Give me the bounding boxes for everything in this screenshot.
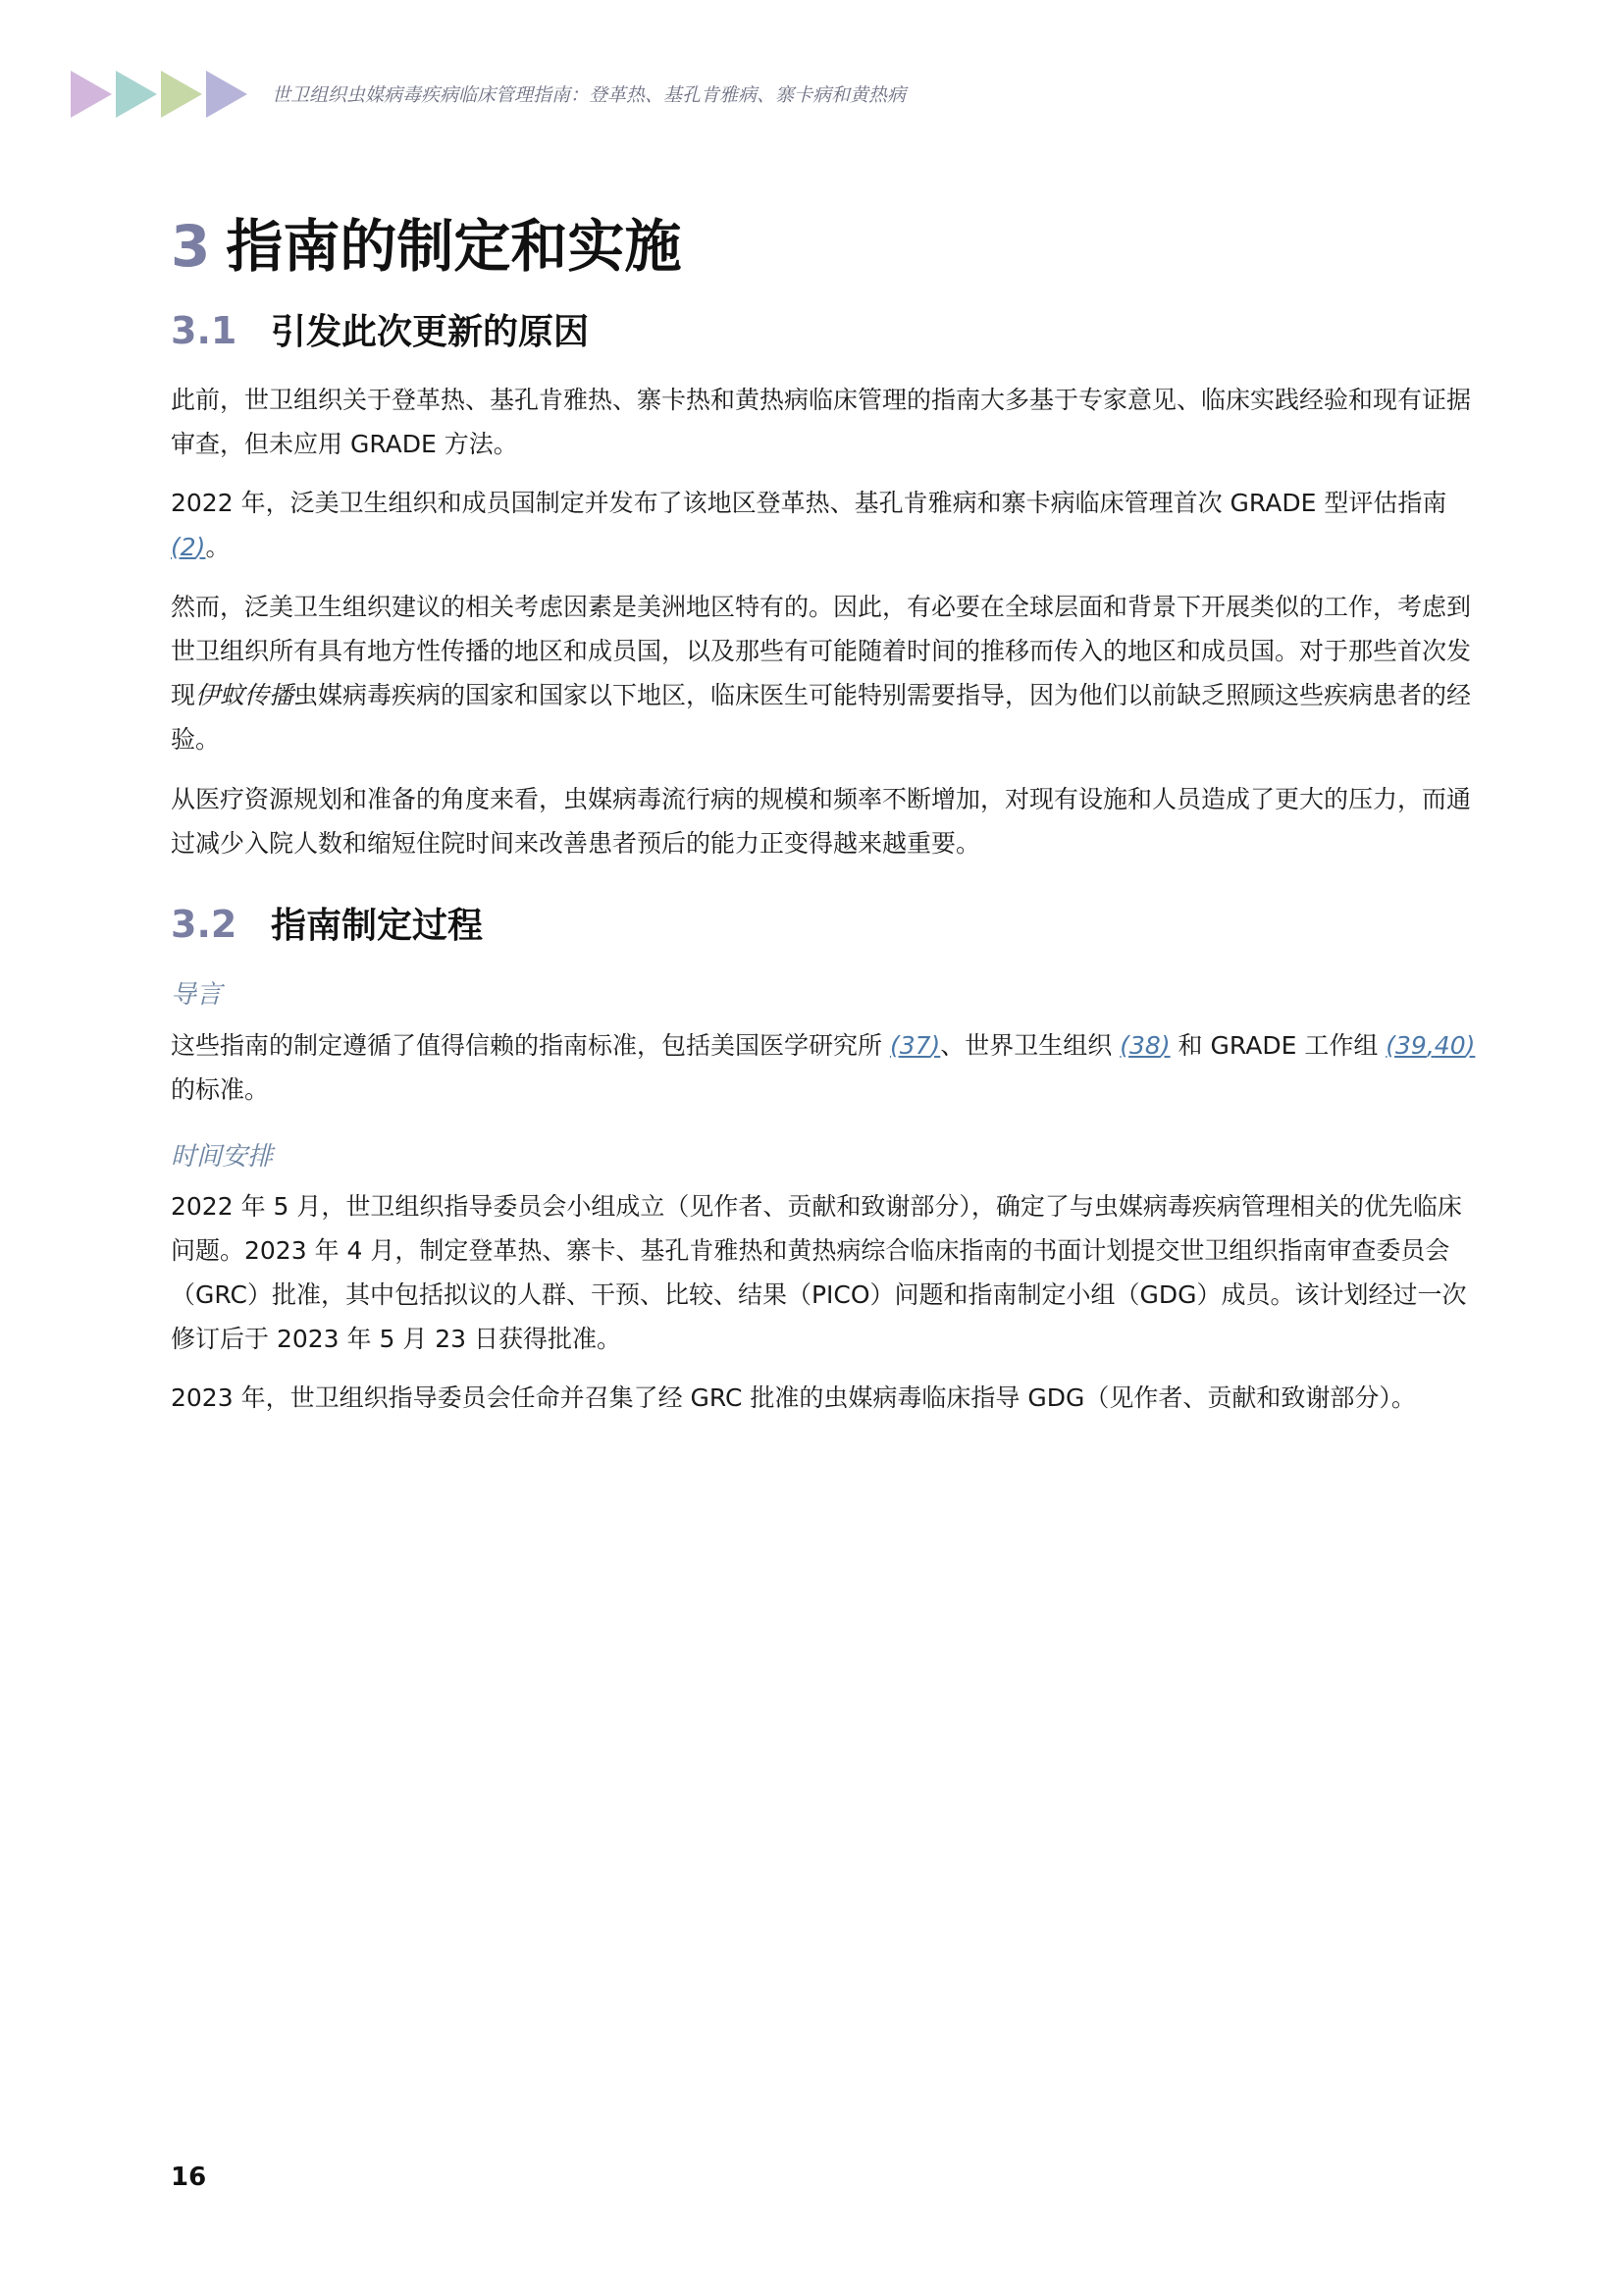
intro-heading: 导言 — [171, 980, 223, 1010]
subsection-heading-3-1 — [171, 304, 589, 354]
page-header — [71, 67, 1601, 120]
paragraph-text: 然而，泛美卫生组织建议的相关考虑因素是美洲地区特有的。因此，有必要在全球层面和背景下开展类似的工作，考虑到世卫组织所有具有地方性传播的地区和成员国，以及那些有可能随着时间的推移而传入的地区和成员国。对于那些首次发现 — [171, 593, 1472, 709]
subsection-title: 引发此次更新的原因 — [271, 312, 590, 352]
reference-link[interactable]: 39 — [1395, 1031, 1427, 1060]
paragraph: 从医疗资源规划和准备的角度来看，虫媒病毒流行病的规模和频率不断增加，对现有设施和人员造成了更大的压力，而通过减少入院人数和缩短住院时间来改善患者预后的能力正变得越来越重要。 — [171, 785, 1472, 858]
timeline-heading: 时间安排 — [171, 1142, 274, 1172]
paragraph: 2023 年，世卫组织指导委员会任命并召集了经 GRC 批准的虫媒病毒临床指导 GDG（见作者、贡献和致谢部分）。 — [171, 1383, 1416, 1412]
arrow-icon — [116, 71, 157, 118]
paragraph: 这些指南的制定遵循了值得信赖的指南标准，包括美国医学研究所 (37)、世界卫生组织 (38) 和 GRADE 工作组 (39,40) 的标准。 — [171, 1031, 1476, 1104]
page-number: 16 — [171, 2163, 207, 2192]
header-arrows — [71, 67, 253, 120]
subsection-heading-3-2 — [171, 898, 483, 948]
paragraph-text: 。 — [205, 533, 231, 561]
paragraph — [171, 585, 1486, 761]
paragraph-text: 和 GRADE 工作组 — [1170, 1031, 1387, 1060]
paragraph: 2022 年，泛美卫生组织和成员国制定并发布了该地区登革热、基孔肯雅病和寨卡病临床管理首次 GRADE 型评估指南 (2)。 — [171, 489, 1447, 561]
section-heading — [171, 200, 681, 283]
paragraph-text: 虫媒病毒疾病的国家和国家以下地区，临床医生可能特别需要指导，因为他们以前缺乏照顾这些疾病患者的经验。 — [171, 681, 1472, 754]
paragraph-text: 的标准。 — [171, 1075, 270, 1104]
header-title: 世卫组织虫媒病毒疾病临床管理指南：登革热、基孔肯雅病、寨卡病和黄热病 — [272, 84, 907, 106]
subsection-number: 3.2 — [171, 903, 237, 946]
reference-link[interactable]: 37 — [899, 1031, 931, 1060]
arrow-icon — [206, 71, 247, 118]
subsection-title: 指南制定过程 — [271, 906, 484, 946]
reference-link[interactable]: 2 — [180, 533, 196, 561]
reference-link[interactable]: 38 — [1129, 1031, 1161, 1060]
paragraph: 此前，世卫组织关于登革热、基孔肯雅热、寨卡热和黄热病临床管理的指南大多基于专家意见、临床实践经验和现有证据审查，但未应用 GRADE 方法。 — [171, 386, 1472, 458]
italic-term: 伊蚊传播 — [195, 681, 294, 709]
section-title: 指南的制定和实施 — [226, 213, 682, 280]
arrow-icon — [71, 71, 112, 118]
paragraph: 2022 年 5 月，世卫组织指导委员会小组成立（见作者、贡献和致谢部分），确定了与虫媒病毒疾病管理相关的优先临床问题。2023 年 4 月，制定登革热、寨卡、基孔肯雅热和黄热病综合临床指南的书面计划提交世卫组织指南审查委员会（GRC）批准，其中包括拟议的人群、干预、比较、结果（PICO）问题和指南制定小组（GDG）成员。该计划经过一次修订后于 2023 年 5 月 23 日获得批准。 — [171, 1192, 1467, 1353]
arrow-icon — [161, 71, 202, 118]
paragraph-text: 、世界卫生组织 — [940, 1031, 1121, 1060]
subsection-number: 3.1 — [171, 309, 237, 352]
reference-link[interactable]: 40 — [1434, 1031, 1466, 1060]
section-number: 3 — [171, 213, 211, 280]
paragraph-text: 2022 年，泛美卫生组织和成员国制定并发布了该地区登革热、基孔肯雅病和寨卡病临床管理首次 GRADE 型评估指南 — [171, 489, 1447, 517]
paragraph-text: 这些指南的制定遵循了值得信赖的指南标准，包括美国医学研究所 — [171, 1031, 890, 1060]
